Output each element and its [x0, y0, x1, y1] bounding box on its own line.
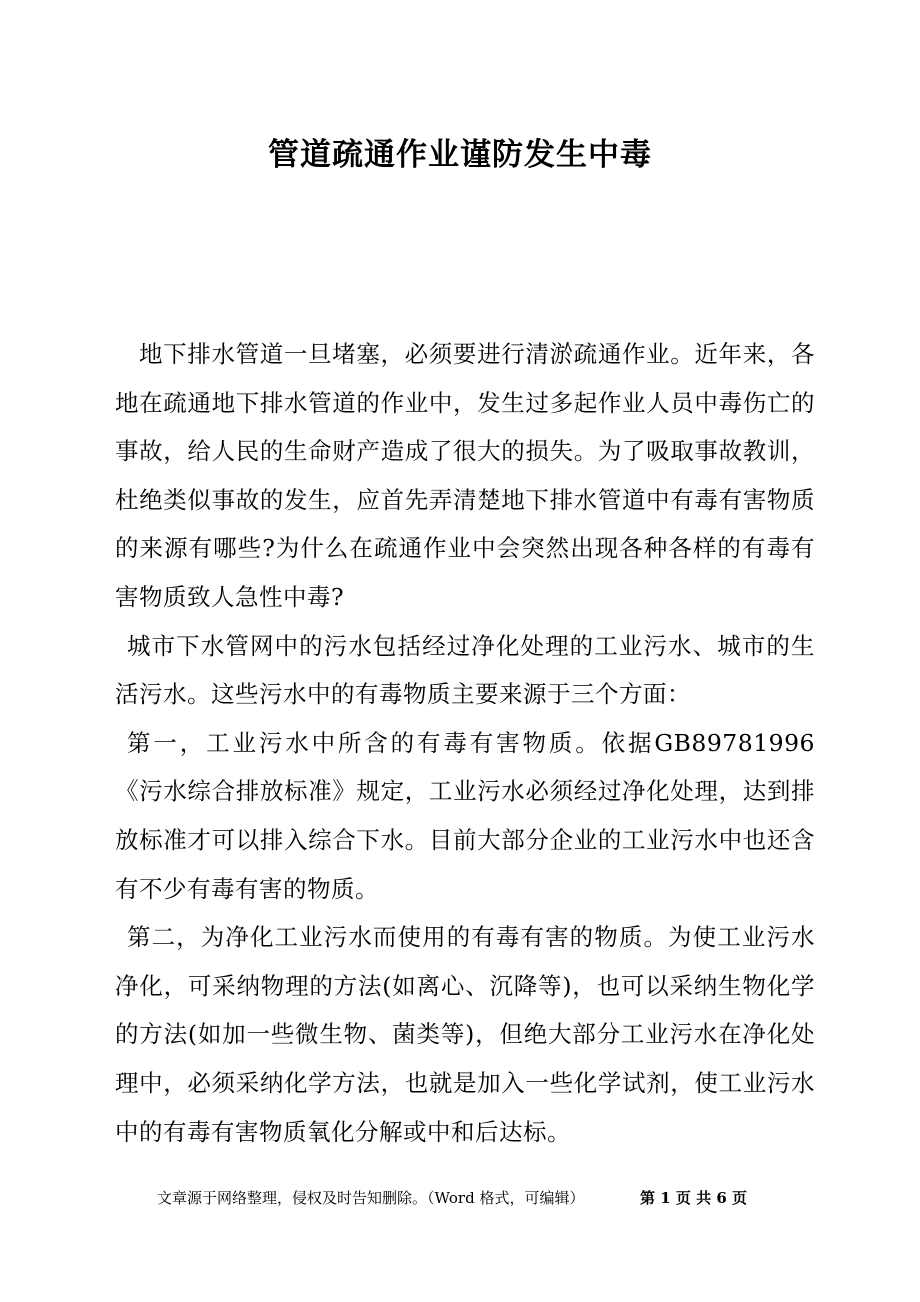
page-number: 第 1 页 共 6 页 — [640, 1189, 747, 1207]
paragraph-4: 第二，为净化工业污水而使用的有毒有害的物质。为使工业污水净化，可采纳物理的方法(如离心、沉降等)，也可以采纳生物化学的方法(如加一些微生物、菌类等)，但绝大部分工业污水在净化处理中，必须采纳化学方法，也就是加入一些化学试剂，使工业污水中的有毒有害物质氧化分解或中和后达标。 — [115, 923, 815, 1146]
paragraph-2: 城市下水管网中的污水包括经过净化处理的工业污水、城市的生活污水。这些污水中的有毒物质主要来源于三个方面： — [115, 631, 815, 709]
paragraph-3: 第一，工业污水中所含的有毒有害物质。依据GB89781996《污水综合排放标准》规定，工业污水必须经过净化处理，达到排放标准才可以排入综合下水。目前大部分企业的工业污水中也还含有不少有毒有害的物质。 — [115, 728, 815, 903]
paragraph-1: 地下排水管道一旦堵塞，必须要进行清淤疏通作业。近年来，各地在疏通地下排水管道的作业中，发生过多起作业人员中毒伤亡的事故，给人民的生命财产造成了很大的损失。为了吸取事故教训，杜绝类似事故的发生，应首先弄清楚地下排水管道中有毒有害物质的来源有哪些?为什么在疏通作业中会突然出现各种各样的有毒有害物质致人急性中毒? — [115, 340, 815, 611]
document-body — [115, 330, 815, 1156]
document-title: 管道疏通作业谨防发生中毒 — [268, 137, 652, 173]
footer-note: 文章源于网络整理，侵权及时告知删除。（Word 格式，可编辑） — [157, 1189, 585, 1207]
